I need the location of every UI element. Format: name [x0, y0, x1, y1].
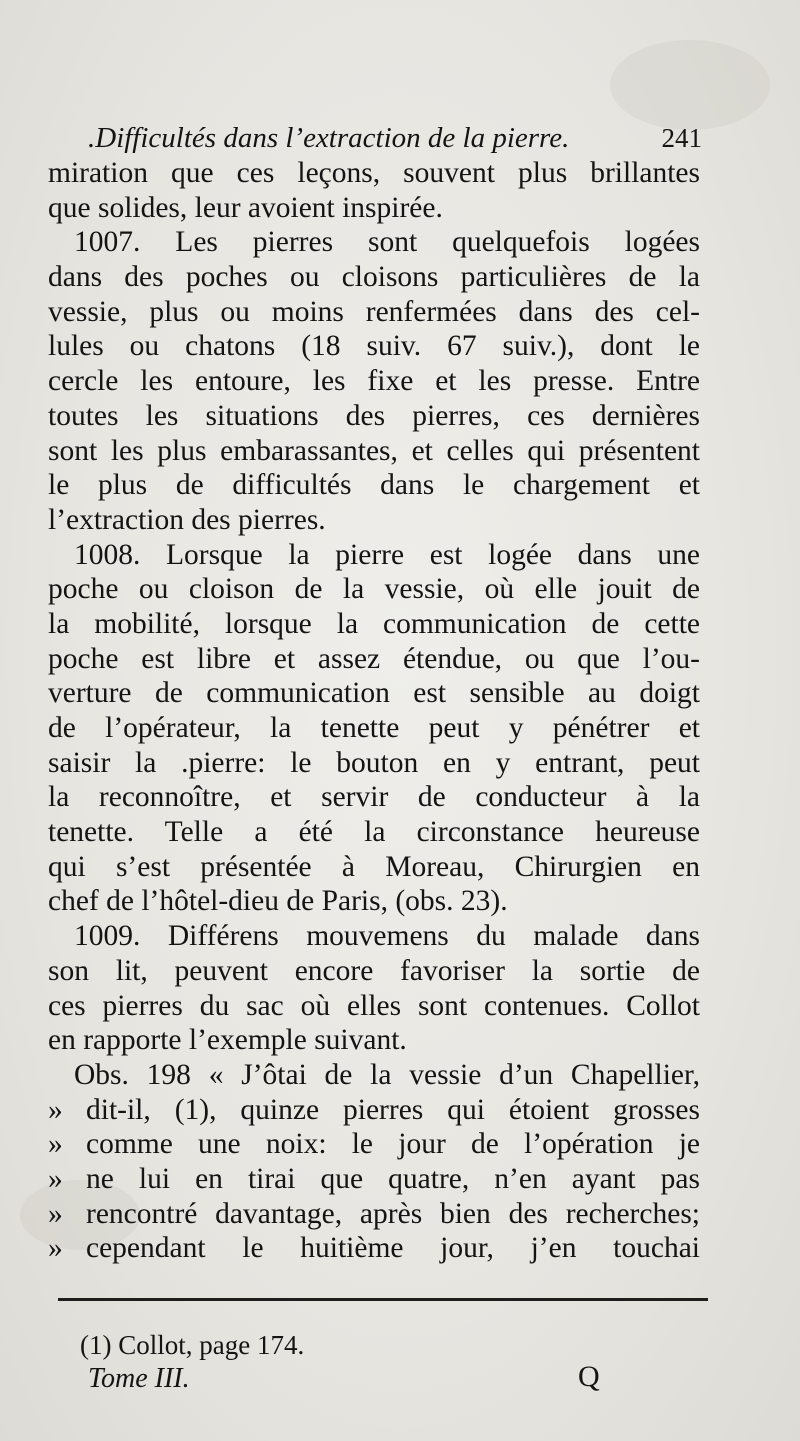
text-line: la reconnoître, et servir de conducteur à la: [48, 781, 700, 814]
text-line: chef de l’hôtel-dieu de Paris, (obs. 23).: [48, 885, 508, 918]
body-text: [48, 156, 700, 1266]
text-line: lules ou chatons (18 suiv. 67 suiv.), dont le: [48, 330, 700, 363]
text-line: qui s’est présentée à Moreau, Chirurgien en: [48, 850, 700, 883]
text-line: la mobilité, lorsque la communication de cette: [48, 607, 700, 640]
text-line: 1009. Différens mouvemens du malade dans: [74, 920, 700, 953]
text-line: saisir la .pierre: le bouton en y entrant, peut: [48, 746, 700, 779]
footnote: (1) Collot, page 174.: [80, 1330, 305, 1360]
gathering-mark: Q: [578, 1360, 600, 1393]
running-header: [88, 118, 702, 158]
text-line: verture de communication est sensible au doigt: [48, 677, 700, 710]
text-line: le plus de difficultés dans le chargement et: [48, 469, 700, 502]
quote-mark: »: [48, 1128, 63, 1161]
quoted-text: rencontré davantage, après bien des recherches;: [86, 1197, 700, 1230]
text-line: en rapporte l’exemple suivant.: [48, 1024, 407, 1057]
text-line: que solides, leur avoient inspirée.: [48, 191, 443, 224]
paper-stain: [610, 40, 770, 130]
text-line: [48, 1093, 700, 1128]
quote-mark: »: [48, 1197, 63, 1230]
text-line: [48, 1162, 700, 1197]
text-line: miration que ces leçons, souvent plus brillantes: [48, 157, 700, 189]
text-line: dans des poches ou cloisons particulières de la: [48, 261, 700, 294]
volume-signature: Tome III.: [88, 1363, 190, 1394]
running-title: .Difficultés dans l’extraction de la pierre.: [88, 122, 570, 154]
text-line: 1008. Lorsque la pierre est logée dans une: [74, 538, 700, 571]
text-line: poche est libre et assez étendue, ou que l’ou-: [48, 642, 700, 675]
quoted-text: dit-il, (1), quinze pierres qui étoient grosses: [86, 1093, 700, 1126]
text-line: poche ou cloison de la vessie, où elle jouit de: [48, 573, 700, 606]
quoted-text: comme une noix: le jour de l’opération je: [86, 1128, 700, 1161]
text-line: tenette. Telle a été la circonstance heureuse: [48, 816, 700, 849]
text-line: l’extraction des pierres.: [48, 503, 326, 536]
quote-mark: »: [48, 1162, 63, 1195]
text-line: [48, 1127, 700, 1162]
text-line: [48, 1197, 700, 1232]
text-line: 1007. Les pierres sont quelquefois logées: [74, 226, 700, 259]
text-line: ces pierres du sac où elles sont contenues. Collot: [48, 989, 700, 1022]
text-line: Obs. 198 « J’ôtai de la vessie d’un Chapellier,: [74, 1058, 700, 1091]
text-line: [48, 1231, 700, 1266]
text-line: toutes les situations des pierres, ces dernières: [48, 399, 700, 432]
quote-mark: »: [48, 1232, 63, 1265]
quote-mark: »: [48, 1093, 63, 1126]
text-line: cercle les entoure, les fixe et les presse. Entre: [48, 365, 700, 398]
footnote-rule: [58, 1298, 708, 1301]
text-line: de l’opérateur, la tenette peut y pénétrer et: [48, 712, 700, 744]
quoted-text: cependant le huitième jour, j’en touchai: [86, 1232, 700, 1265]
quoted-text: ne lui en tirai que quatre, n’en ayant pas: [86, 1162, 700, 1195]
page-number: 241: [661, 123, 702, 153]
text-line: vessie, plus ou moins renfermées dans des cel-: [48, 295, 700, 328]
text-line: son lit, peuvent encore favoriser la sortie de: [48, 954, 700, 987]
text-line: sont les plus embarassantes, et celles qui présentent: [48, 434, 700, 467]
